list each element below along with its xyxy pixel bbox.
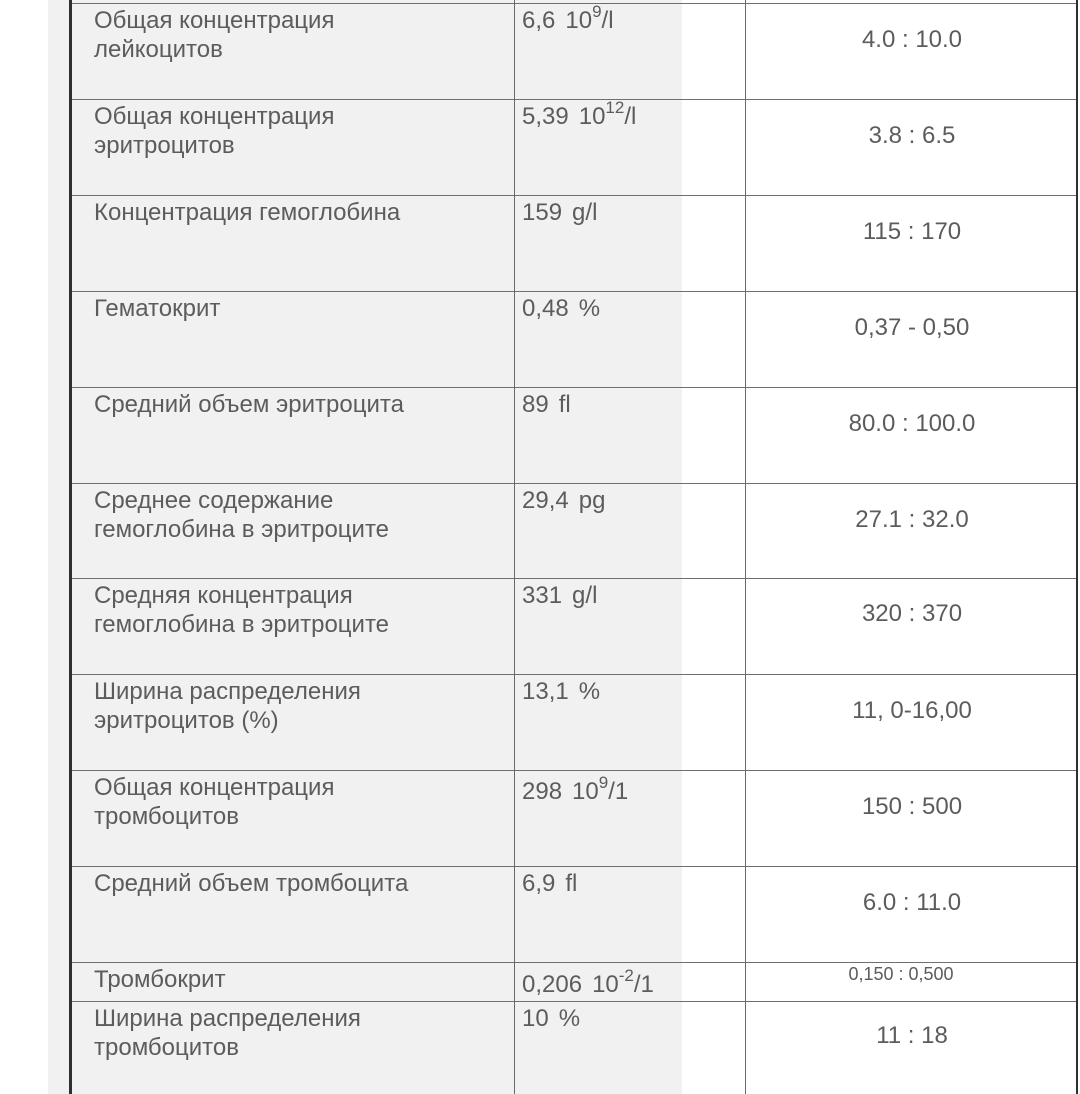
result-value: 6,9 fl — [522, 870, 578, 897]
reference-range: 115 : 170 — [862, 218, 962, 245]
result-value: 13,1 % — [522, 678, 601, 705]
table-row — [71, 291, 1078, 388]
table-row — [71, 770, 1078, 867]
parameter-name: Тромбокрит — [94, 966, 226, 993]
reference-range: 0,150 : 0,500 — [848, 964, 954, 984]
table-left-border — [69, 0, 72, 1094]
result-value: 6,6 $10^9/l$ — [522, 2, 614, 34]
result-value: 5,39 $10^{12}/l$ — [522, 98, 637, 130]
parameter-name: Общая концентрация лейкоцитов — [94, 7, 335, 63]
reference-range: 320 : 370 — [861, 600, 963, 627]
reference-range: 6.0 : 11.0 — [862, 889, 962, 916]
parameter-name: Средний объем эритроцита — [94, 391, 404, 418]
parameter-name: Гематокрит — [94, 295, 221, 322]
reference-range: 4.0 : 10.0 — [861, 26, 963, 53]
reference-range: 3.8 : 6.5 — [868, 122, 956, 149]
table-row — [71, 578, 1078, 675]
table-row — [71, 962, 1078, 1002]
table-right-border — [1076, 0, 1078, 1094]
reference-range: 0,37 - 0,50 — [854, 314, 970, 341]
table-row — [71, 3, 1078, 100]
result-value: 0,48 % — [522, 295, 601, 322]
result-value: 10 % — [522, 1005, 581, 1032]
parameter-name: Общая концентрация тромбоцитов — [94, 774, 335, 830]
table-row — [71, 866, 1078, 963]
table-row — [71, 674, 1078, 771]
result-value: 89 fl — [522, 391, 571, 418]
table-row — [71, 387, 1078, 484]
result-value: 0,206 $10^{-2}/1$ — [522, 966, 654, 998]
reference-range: 27.1 : 32.0 — [855, 506, 969, 533]
result-value: 331 g/l — [522, 582, 598, 609]
parameter-name: Ширина распределения тромбоцитов — [94, 1005, 361, 1061]
parameter-name: Концентрация гемоглобина — [94, 199, 401, 226]
parameter-name: Средний объем тромбоцита — [94, 870, 409, 897]
result-value: 298 $10^9/1$ — [522, 773, 629, 805]
reference-range: 11 : 18 — [876, 1022, 948, 1049]
result-value: 29,4 pg — [522, 487, 606, 514]
column-divider — [745, 0, 746, 1094]
table-row — [71, 483, 1078, 579]
column-divider — [514, 0, 515, 1094]
parameter-name: Средняя концентрация гемоглобина в эритроците — [94, 582, 390, 638]
table-row — [71, 1001, 1078, 1094]
table-row — [71, 99, 1078, 196]
reference-range: 150 : 500 — [861, 793, 963, 820]
parameter-name: Ширина распределения эритроцитов (%) — [94, 678, 361, 734]
parameter-name: Среднее содержание гемоглобина в эритроците — [94, 487, 390, 543]
parameter-name: Общая концентрация эритроцитов — [94, 103, 335, 159]
reference-range: 11, 0-16,00 — [852, 697, 972, 724]
table-row — [71, 195, 1078, 292]
result-value: 159 g/l — [522, 199, 598, 226]
reference-range: 80.0 : 100.0 — [848, 410, 976, 437]
